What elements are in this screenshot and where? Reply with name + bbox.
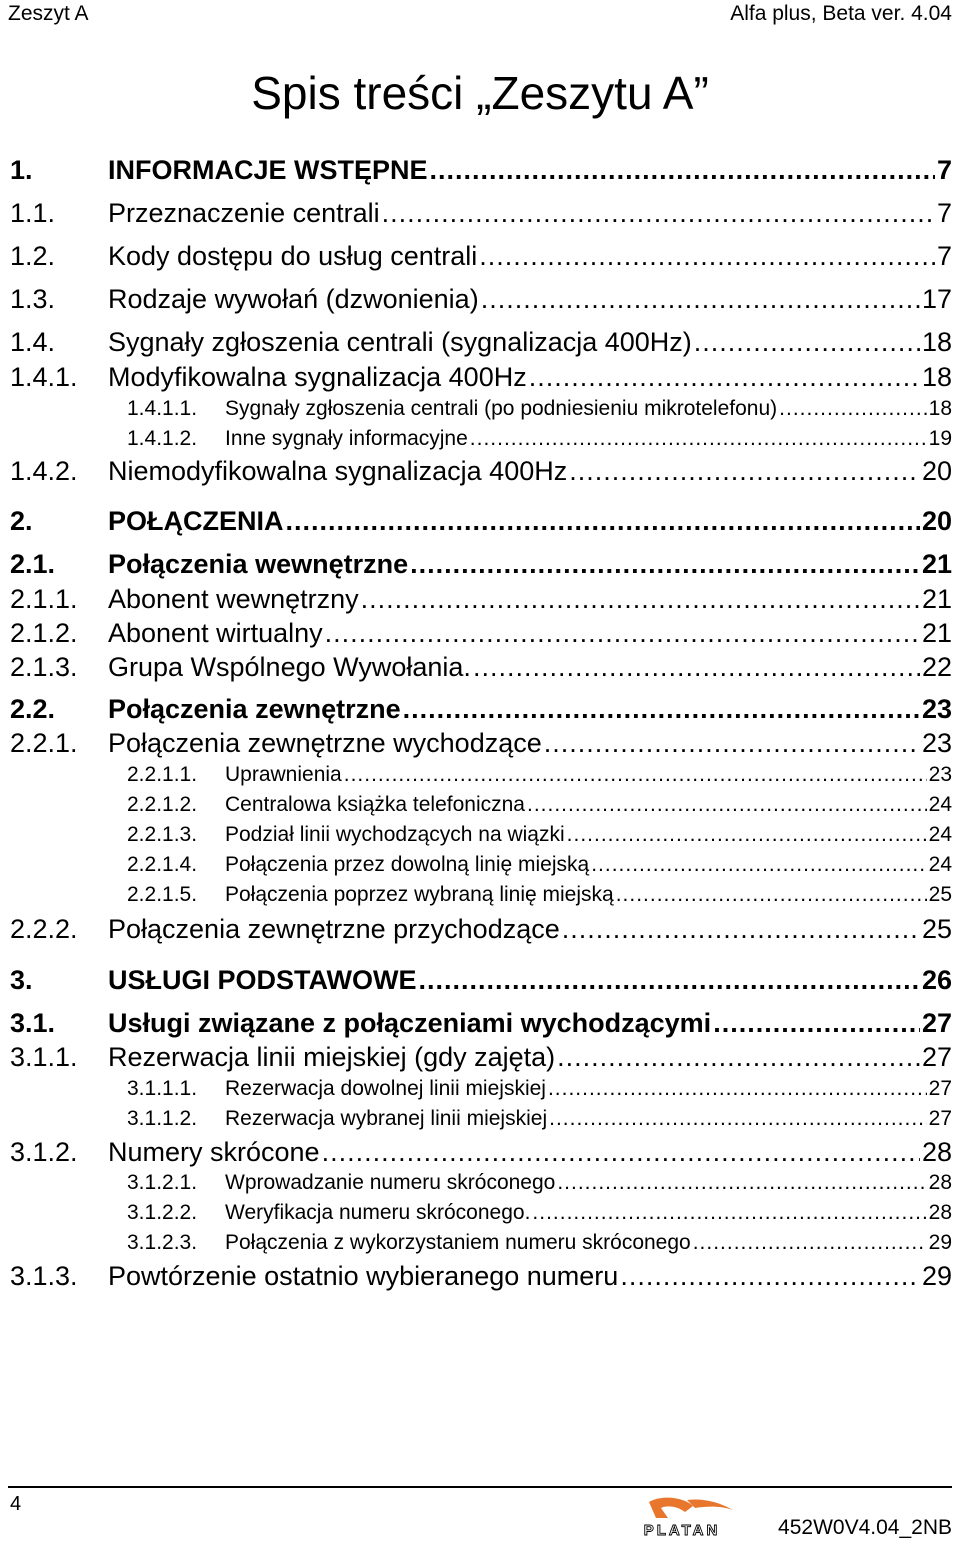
toc-entry-title: Połączenia przez dowolną linię miejską <box>225 853 590 876</box>
toc-entry-number: 3.1.2. <box>10 1137 78 1167</box>
toc-entry-title: Grupa Wspólnego Wywołania. <box>108 652 471 682</box>
toc-leader-dots <box>591 853 926 877</box>
toc-entry-page: 25 <box>921 914 952 944</box>
toc-entry-page: 23 <box>921 694 952 724</box>
toc-entry[interactable] <box>127 1077 952 1101</box>
toc-entry-number: 2.2.1.3. <box>127 823 198 846</box>
platan-logo <box>623 1496 741 1538</box>
platan-logo-text: PLATAN <box>643 1522 721 1538</box>
toc-leader-dots <box>473 652 920 683</box>
toc-entry[interactable] <box>10 694 952 725</box>
toc-entry[interactable] <box>10 362 952 393</box>
page-number: 4 <box>10 1493 22 1515</box>
page-header-right: Alfa plus, Beta ver. 4.04 <box>730 2 952 25</box>
toc-entry-page: 27 <box>921 1008 952 1038</box>
toc-entry-number: 1.4. <box>10 327 56 357</box>
toc-entry-title: Rodzaje wywołań (dzwonienia) <box>108 284 479 314</box>
toc-entry[interactable] <box>10 1137 952 1168</box>
toc-entry-number: 2.2. <box>10 694 56 724</box>
toc-entry[interactable] <box>127 397 952 421</box>
toc-entry-title: Modyfikowalna sygnalizacja 400Hz <box>108 362 527 392</box>
toc-entry-page: 24 <box>928 793 952 816</box>
toc-entry[interactable] <box>10 914 952 945</box>
toc-entry-title: Numery skrócone <box>108 1137 320 1167</box>
toc-entry-number: 3.1.2.2. <box>127 1201 198 1224</box>
toc-entry-title: Sygnały zgłoszenia centrali (po podniesieniu mikrotelefonu) <box>225 397 778 420</box>
toc-entry[interactable] <box>127 823 952 847</box>
toc-entry-number: 3.1.2.3. <box>127 1231 198 1254</box>
toc-entry-title: POŁĄCZENIA <box>108 506 284 536</box>
toc-entry-title: Rezerwacja linii miejskiej (gdy zajęta) <box>108 1042 556 1072</box>
toc-leader-dots <box>410 549 920 580</box>
toc-entry[interactable] <box>10 241 952 272</box>
toc-entry[interactable] <box>10 198 952 229</box>
toc-entry-number: 2. <box>10 506 33 536</box>
toc-entry-title: Rezerwacja dowolnej linii miejskiej <box>225 1077 546 1100</box>
toc-entry[interactable] <box>10 284 952 315</box>
toc-entry-page: 19 <box>928 427 952 450</box>
toc-entry-title: Abonent wirtualny <box>108 618 323 648</box>
toc-entry-number: 2.2.2. <box>10 914 78 944</box>
toc-entry-page: 28 <box>921 1137 952 1167</box>
toc-leader-dots <box>322 1137 920 1168</box>
toc-leader-dots <box>562 914 920 945</box>
toc-leader-dots <box>549 1107 927 1131</box>
toc-entry-page: 24 <box>928 823 952 846</box>
document-code: 452W0V4.04_2NB <box>778 1516 952 1539</box>
toc-entry-title: INFORMACJE WSTĘPNE <box>108 155 428 185</box>
toc-leader-dots <box>616 883 927 907</box>
toc-entry[interactable] <box>127 1171 952 1195</box>
toc-entry-title: Wprowadzanie numeru skróconego <box>225 1171 556 1194</box>
toc-entry-page: 23 <box>921 728 952 758</box>
toc-entry-number: 1.4.2. <box>10 456 78 486</box>
toc-entry-title: Połączenia zewnętrzne wychodzące <box>108 728 542 758</box>
toc-entry[interactable] <box>10 155 952 186</box>
toc-entry-number: 1.2. <box>10 241 56 271</box>
toc-entry[interactable] <box>10 1042 952 1073</box>
toc-entry-number: 2.1. <box>10 549 56 579</box>
toc-leader-dots <box>527 793 927 817</box>
toc-entry-page: 20 <box>921 506 952 536</box>
toc-entry[interactable] <box>127 1201 952 1225</box>
toc-leader-dots <box>548 1077 927 1101</box>
toc-entry-title: USŁUGI PODSTAWOWE <box>108 965 417 995</box>
toc-entry-page: 24 <box>928 853 952 876</box>
toc-entry-number: 2.2.1.5. <box>127 883 198 906</box>
page-title: Spis treści „Zeszytu A” <box>251 67 709 119</box>
toc-entry-title: Połączenia zewnętrzne przychodzące <box>108 914 560 944</box>
toc-entry-number: 3.1. <box>10 1008 56 1038</box>
toc-entry-title: Uprawnienia <box>225 763 342 786</box>
toc-leader-dots <box>779 397 926 421</box>
toc-entry-number: 3.1.1.2. <box>127 1107 198 1130</box>
toc-leader-dots <box>479 241 935 272</box>
toc-entry-page: 29 <box>921 1261 952 1291</box>
toc-entry-number: 1.4.1. <box>10 362 78 392</box>
toc-leader-dots <box>557 1042 920 1073</box>
toc-entry[interactable] <box>10 1261 952 1292</box>
toc-entry[interactable] <box>127 1231 952 1255</box>
toc-entry[interactable] <box>10 549 952 580</box>
toc-entry-number: 2.1.1. <box>10 584 78 614</box>
toc-entry-title: Inne sygnały informacyjne <box>225 427 468 450</box>
toc-entry-page: 25 <box>928 883 952 906</box>
toc-leader-dots <box>286 506 920 537</box>
toc-entry-page: 7 <box>936 198 952 228</box>
toc-entry[interactable] <box>127 1107 952 1131</box>
toc-entry-title: Połączenia zewnętrzne <box>108 694 401 724</box>
toc-entry-title: Kody dostępu do usług centrali <box>108 241 478 271</box>
toc-entry-title: Rezerwacja wybranej linii miejskiej <box>225 1107 548 1130</box>
toc-entry[interactable] <box>127 427 952 451</box>
toc-entry-number: 2.2.1.2. <box>127 793 198 816</box>
toc-entry-number: 1. <box>10 155 33 185</box>
toc-entry-page: 20 <box>921 456 952 486</box>
toc-entry-title: Połączenia poprzez wybraną linię miejską <box>225 883 614 906</box>
toc-entry-number: 2.1.2. <box>10 618 78 648</box>
toc-entry-number: 1.4.1.2. <box>127 427 198 450</box>
toc-entry-title: Sygnały zgłoszenia centrali (sygnalizacja 400Hz) <box>108 327 692 357</box>
toc-entry-page: 28 <box>928 1171 952 1194</box>
toc-leader-dots <box>569 456 920 487</box>
toc-leader-dots <box>557 1171 926 1195</box>
toc-leader-dots <box>403 694 920 725</box>
toc-entry[interactable] <box>10 584 952 615</box>
toc-entry-page: 21 <box>921 549 952 579</box>
toc-entry-page: 18 <box>921 362 952 392</box>
toc-entry-title: Weryfikacja numeru skróconego. <box>225 1201 531 1224</box>
toc-entry-number: 1.4.1.1. <box>127 397 198 420</box>
toc-leader-dots <box>470 427 927 451</box>
toc-leader-dots <box>344 763 927 787</box>
toc-entry-page: 28 <box>928 1201 952 1224</box>
toc-entry-title: Usługi związane z połączeniami wychodzącymi <box>108 1008 712 1038</box>
toc-entry[interactable] <box>10 965 952 996</box>
toc-leader-dots <box>544 728 920 759</box>
toc-leader-dots <box>693 1231 927 1255</box>
toc-entry-title: Powtórzenie ostatnio wybieranego numeru <box>108 1261 619 1291</box>
toc-entry[interactable] <box>127 793 952 817</box>
toc-leader-dots <box>430 155 935 186</box>
toc-entry-page: 23 <box>928 763 952 786</box>
toc-entry-page: 29 <box>928 1231 952 1254</box>
page-header-left: Zeszyt A <box>8 2 89 25</box>
toc-entry-page: 7 <box>936 241 952 271</box>
toc-leader-dots <box>529 362 920 393</box>
toc-entry[interactable] <box>127 853 952 877</box>
toc-entry[interactable] <box>10 652 952 683</box>
toc-entry-number: 3.1.3. <box>10 1261 78 1291</box>
toc-entry-page: 26 <box>921 965 952 995</box>
toc-entry-number: 2.2.1. <box>10 728 78 758</box>
toc-entry-page: 21 <box>921 584 952 614</box>
footer-divider <box>8 1486 952 1488</box>
toc-leader-dots <box>713 1008 920 1039</box>
toc-entry-number: 2.1.3. <box>10 652 78 682</box>
toc-entry-number: 1.3. <box>10 284 56 314</box>
toc-entry-page: 27 <box>928 1077 952 1100</box>
toc-entry-page: 17 <box>921 284 952 314</box>
toc-entry-page: 7 <box>936 155 952 185</box>
toc-entry[interactable] <box>127 883 952 907</box>
toc-entry-number: 3.1.1. <box>10 1042 78 1072</box>
toc-entry[interactable] <box>10 1008 952 1039</box>
toc-entry-number: 2.2.1.4. <box>127 853 198 876</box>
toc-entry-page: 27 <box>921 1042 952 1072</box>
toc-leader-dots <box>694 327 920 358</box>
toc-entry-page: 27 <box>928 1107 952 1130</box>
toc-leader-dots <box>567 823 927 847</box>
toc-entry-title: Połączenia wewnętrzne <box>108 549 409 579</box>
toc-entry-title: Podział linii wychodzących na wiązki <box>225 823 565 846</box>
toc-leader-dots <box>325 618 920 649</box>
toc-entry-title: Niemodyfikowalna sygnalizacja 400Hz <box>108 456 568 486</box>
toc-leader-dots <box>620 1261 920 1292</box>
toc-entry[interactable] <box>10 506 952 537</box>
toc-entry-page: 18 <box>928 397 952 420</box>
toc-leader-dots <box>419 965 920 996</box>
toc-entry-page: 21 <box>921 618 952 648</box>
toc-entry[interactable] <box>127 763 952 787</box>
toc-entry-title: Centralowa książka telefoniczna <box>225 793 525 816</box>
toc-leader-dots <box>382 198 935 229</box>
toc-entry-number: 3. <box>10 965 33 995</box>
toc-entry-number: 3.1.1.1. <box>127 1077 198 1100</box>
toc-leader-dots <box>361 584 920 615</box>
toc-entry-number: 3.1.2.1. <box>127 1171 198 1194</box>
toc-entry-title: Połączenia z wykorzystaniem numeru skróconego <box>225 1231 691 1254</box>
toc-entry-number: 1.1. <box>10 198 56 228</box>
toc-entry[interactable] <box>10 618 952 649</box>
toc-entry[interactable] <box>10 728 952 759</box>
toc-entry-page: 22 <box>921 652 952 682</box>
toc-entry-title: Przeznaczenie centrali <box>108 198 380 228</box>
toc-entry[interactable] <box>10 327 952 358</box>
toc-leader-dots <box>532 1201 926 1225</box>
toc-entry-title: Abonent wewnętrzny <box>108 584 359 614</box>
toc-entry[interactable] <box>10 456 952 487</box>
toc-leader-dots <box>481 284 920 315</box>
toc-entry-number: 2.2.1.1. <box>127 763 198 786</box>
toc-entry-page: 18 <box>921 327 952 357</box>
